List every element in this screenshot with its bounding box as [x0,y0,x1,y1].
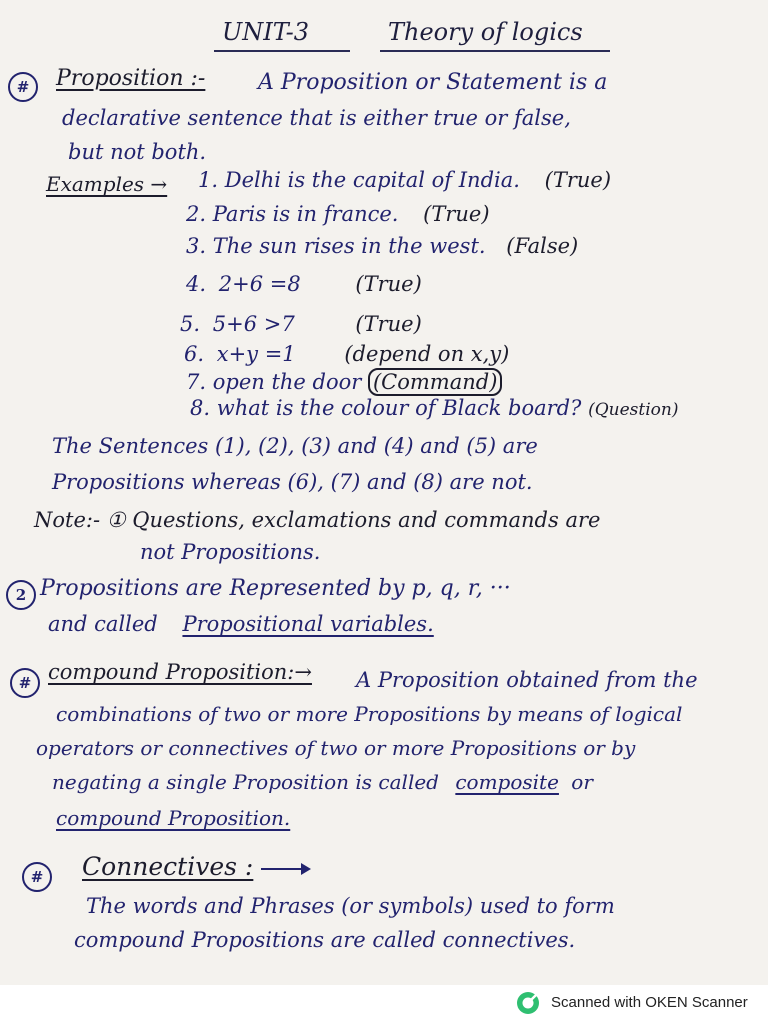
example-tag: (depend on x,y) [344,342,510,366]
examples-label: Examples → [46,172,168,196]
connectives-line-2: compound Propositions are called connectives. [74,928,576,952]
scanner-watermark-text: Scanned with OKEN Scanner [551,994,748,1011]
example-tag: (True) [544,168,612,192]
example-number: 2. [186,202,207,226]
example-tag: (Command) [368,368,502,396]
section-marker-connectives: # [22,862,52,892]
example-number: 1. [198,168,219,192]
compound-heading: compound Proposition:→ [48,660,312,684]
section-marker-compound: # [10,668,40,698]
example-text: x+y =1 [216,342,296,366]
arrow-right-icon [261,868,309,870]
example-item-5 [180,312,422,336]
unit-underline [214,50,350,52]
summary-line-1: The Sentences (1), (2), (3) and (4) and (5) are [52,434,538,458]
example-item-8 [190,396,678,420]
compound-line-4-text: negating a single Proposition is called [52,770,439,794]
definition-line-3: but not both. [68,140,207,164]
definition-line-2: declarative sentence that is either true or false, [62,106,571,130]
compound-line-4-or: or [571,770,593,794]
example-item-7 [186,370,502,394]
example-text: open the door [212,370,362,394]
representation-line: Propositions are Represented by p, q, r, ··· [40,576,511,601]
composite-term: composite [455,770,559,794]
note-line-1: Note:- ① Questions, exclamations and commands are [34,508,601,532]
compound-line-2: combinations of two or more Propositions by means of logical [56,702,683,726]
example-item-3 [186,234,578,258]
proposition-heading: Proposition :- [56,66,206,91]
definition-line-1: A Proposition or Statement is a [258,70,608,95]
section-marker-representation: 2 [6,580,36,610]
example-text: The sun rises in the west. [212,234,486,258]
compound-line-3: operators or connectives of two or more Propositions or by [36,736,636,760]
example-text: Delhi is the capital of India. [224,168,520,192]
example-number: 4. [186,272,207,296]
example-text: Paris is in france. [212,202,399,226]
example-tag: (True) [355,312,422,336]
connectives-heading-text: Connectives : [82,852,254,881]
example-number: 7. [186,370,207,394]
example-item-2 [186,202,490,226]
example-item-4 [186,272,422,296]
example-tag: (True) [423,202,490,226]
note-line-2: not Propositions. [140,540,321,564]
compound-proposition-term: compound Proposition. [56,806,291,830]
summary-line-2: Propositions whereas (6), (7) and (8) are not. [52,470,533,494]
scanner-logo-icon [516,991,540,1015]
compound-line-1: A Proposition obtained from the [356,668,698,692]
example-text: 2+6 =8 [218,272,301,296]
variables-prefix: and called [48,612,158,636]
example-item-1 [198,168,611,192]
variables-line [48,612,434,636]
propositional-variables-term: Propositional variables. [182,612,434,636]
title-underline [380,50,610,52]
example-number: 3. [186,234,207,258]
example-text: what is the colour of Black board? [216,396,582,420]
example-number: 6. [184,342,205,366]
example-tag: (Question) [588,400,679,420]
section-marker-proposition: # [8,72,38,102]
example-item-6 [184,342,509,366]
example-text: 5+6 >7 [212,312,295,336]
page-title: Theory of logics [388,18,583,46]
scanner-footer [0,985,768,1024]
connectives-heading [82,852,309,881]
example-number: 5. [180,312,201,336]
example-tag: (False) [506,234,579,258]
unit-label: UNIT-3 [222,18,309,46]
example-tag: (True) [355,272,422,296]
compound-line-4 [52,770,593,794]
example-number: 8. [190,396,211,420]
connectives-line-1: The words and Phrases (or symbols) used to form [86,894,615,918]
